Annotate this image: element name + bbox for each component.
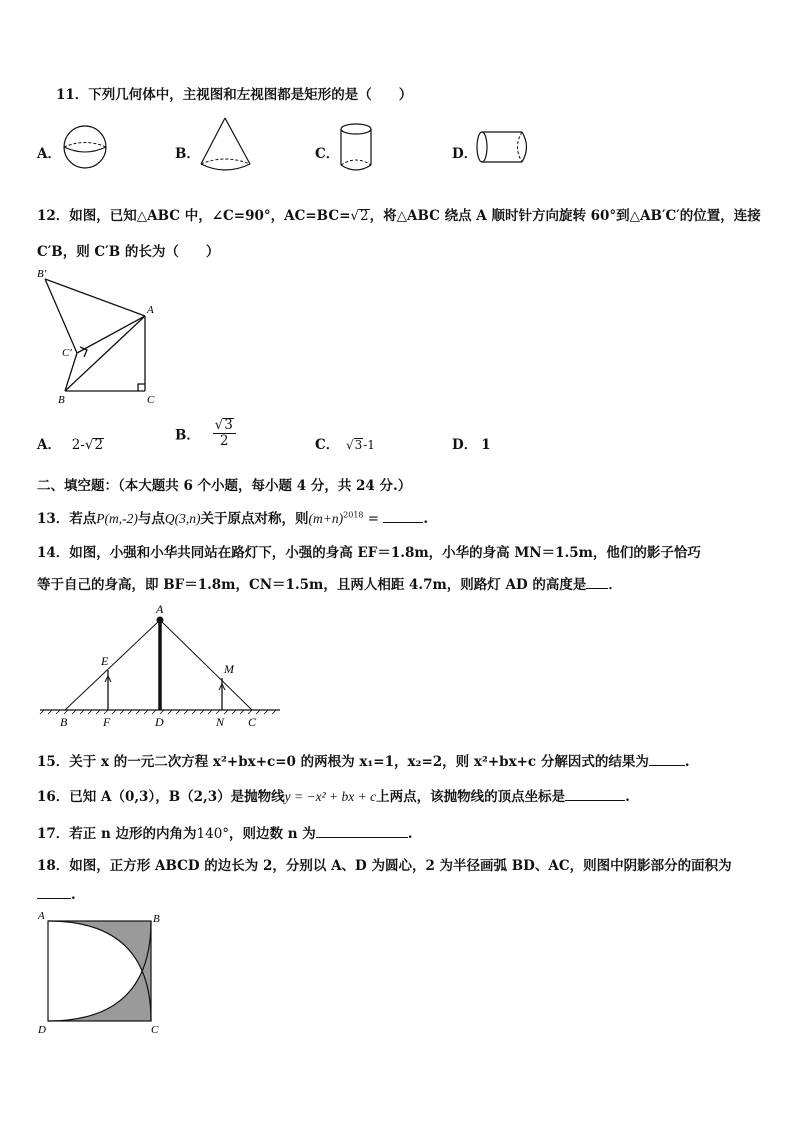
lying-cylinder-figure <box>475 130 533 166</box>
q14-stem-line1: 14．如图，小强和小华共同站在路灯下，小强的身高 EF＝1.8m，小华的身高 MN＝1.5m，他们的影子恰巧 <box>37 545 701 561</box>
q11-option-d-letter: D． <box>452 146 478 162</box>
label-b: B <box>153 913 160 925</box>
q18-answer-blank[interactable] <box>37 886 71 899</box>
q17-answer-blank[interactable] <box>316 825 408 838</box>
q13-answer-blank[interactable] <box>383 510 423 523</box>
label-a: A <box>147 304 154 316</box>
q12-option-b: B． $\frac{√3}{2}$ <box>175 418 236 449</box>
cone-figure <box>198 116 254 176</box>
q14-stem-line2: 等于自己的身高，即 BF＝1.8m，CN＝1.5m，且两人相距 4.7m，则路灯 AD 的高度是 ． <box>37 577 622 593</box>
q11-option-c-letter: C． <box>315 146 340 162</box>
label-c: C <box>248 715 257 729</box>
lamp-icon <box>157 617 164 624</box>
q11-option-b-letter: B． <box>175 146 200 162</box>
q17-stem: 17．若正 n 边形的内角为140°，则边数 n 为 . <box>37 826 413 842</box>
q12-stem-line2: C′B，则 C′B 的长为（ ） <box>37 244 220 260</box>
label-c: C <box>147 394 155 406</box>
label-e: E <box>101 654 109 668</box>
q14-streetlight-figure <box>40 600 280 730</box>
q18-stem-line2: . <box>37 886 76 903</box>
q12-stem-line1: 12．如图，已知△ABC 中，∠C=90°，AC=BC=√2，将△ABC 绕点 A 顺时针方向旋转 60°到△AB′C′的位置，连接 <box>37 208 761 224</box>
label-c: C <box>151 1024 159 1036</box>
q11-stem: 11．下列几何体中，主视图和左视图都是矩形的是（ ） <box>56 87 413 103</box>
q13-stem: 13．若点P(m,-2)与点Q(3,n)关于原点对称，则$(m+n)^{2018}$ = . <box>37 510 429 527</box>
q18-square-figure <box>34 910 169 1035</box>
q18-stem-line1: 18．如图，正方形 ABCD 的边长为 2，分别以 A、D 为圆心，2 为半径画弧 BD、AC，则图中阴影部分的面积为 <box>37 858 732 874</box>
label-b: B <box>60 715 68 729</box>
sphere-figure <box>62 124 110 172</box>
q12-option-a: A． 2-√2 <box>37 437 104 453</box>
label-f: F <box>103 715 111 729</box>
label-b-prime: B′ <box>37 268 47 280</box>
label-c-prime: C′ <box>62 347 72 359</box>
upright-cylinder-figure <box>338 122 376 174</box>
q12-option-c: C． √3-1 <box>315 437 375 453</box>
q16-stem: 16．已知 A（0,3），B（2,3）是抛物线y = −x² + bx + c上两点，该抛物线的顶点坐标是 . <box>37 789 630 805</box>
label-d: D <box>155 715 164 729</box>
q14-answer-blank[interactable] <box>586 576 608 589</box>
label-d: D <box>38 1024 46 1036</box>
label-b: B <box>58 394 65 406</box>
q16-answer-blank[interactable] <box>565 788 625 801</box>
q11-option-a-letter: A． <box>37 146 61 162</box>
q15-answer-blank[interactable] <box>649 753 685 766</box>
section-heading: 二、填空题：（本大题共 6 个小题，每小题 4 分，共 24 分.） <box>37 478 412 494</box>
label-a: A <box>38 910 45 922</box>
label-n: N <box>216 715 225 729</box>
label-a: A <box>156 602 164 616</box>
q12-triangle-figure <box>30 262 170 412</box>
label-m: M <box>224 662 234 676</box>
q15-stem: 15．关于 x 的一元二次方程 x²+bx+c=0 的两根为 x₁=1，x₂=2，则 x²+bx+c 分解因式的结果为 . <box>37 754 690 770</box>
q12-option-d: D． 1 <box>452 437 491 453</box>
